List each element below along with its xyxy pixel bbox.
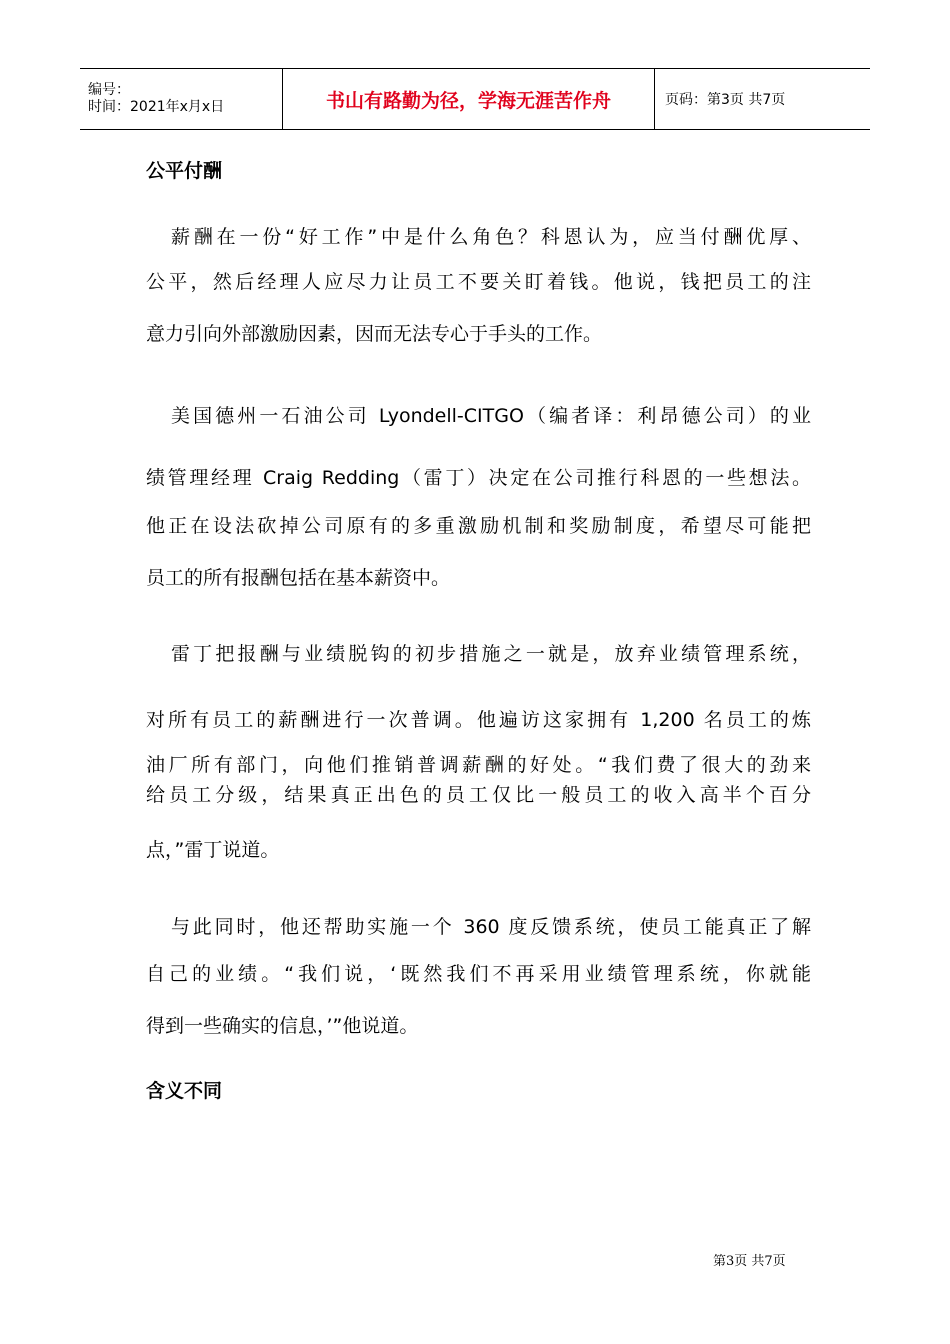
- paragraph-line: 薪酬在一份“好工作”中是什么角色？科恩认为，应当付酬优厚、: [171, 226, 811, 248]
- paragraph-line: 油厂所有部门，向他们推销普调薪酬的好处。“我们费了很大的劲来: [146, 754, 811, 776]
- section-heading-fair-pay: 公平付酬: [146, 160, 223, 182]
- paragraph-line: 自己的业绩。“我们说，‘既然我们不再采用业绩管理系统，你就能: [146, 963, 811, 985]
- paragraph-line: 意力引向外部激励因素，因而无法专心于手头的工作。: [146, 323, 603, 345]
- paragraph-line: 得到一些确实的信息，’”他说道。: [146, 1015, 419, 1037]
- time-label: 时间：2021年x月x日: [88, 99, 225, 115]
- header-motto: 书山有路勤为径，学海无涯苦作舟: [282, 69, 655, 129]
- paragraph-line: 给员工分级，结果真正出色的员工仅比一般员工的收入高半个百分: [146, 784, 811, 806]
- paragraph-line: 美国德州一石油公司 Lyondell-CITGO（编者译：利昂德公司）的业: [171, 405, 811, 427]
- paragraph-line: 雷丁把报酬与业绩脱钩的初步措施之一就是，放弃业绩管理系统，: [171, 643, 811, 665]
- paragraph-line: 对所有员工的薪酬进行一次普调。他遍访这家拥有 1,200 名员工的炼: [146, 709, 811, 731]
- paragraph-line: 点，”雷丁说道。: [146, 839, 280, 861]
- number-label: 编号：: [88, 82, 130, 98]
- section-heading-different-meaning: 含义不同: [146, 1080, 223, 1102]
- paragraph-line: 员工的所有报酬包括在基本薪资中。: [146, 567, 451, 589]
- paragraph-line: 公平，然后经理人应尽力让员工不要关盯着钱。他说，钱把员工的注: [146, 271, 811, 293]
- paragraph-line: 他正在设法砍掉公司原有的多重激励机制和奖励制度，希望尽可能把: [146, 515, 811, 537]
- document-header: [80, 68, 870, 130]
- paragraph-line: 绩管理经理 Craig Redding（雷丁）决定在公司推行科恩的一些想法。: [146, 467, 811, 489]
- header-meta: [80, 69, 282, 129]
- footer-page-info: 第3页 共7页: [713, 1254, 786, 1269]
- header-page-info: 页码：第3页 共7页: [665, 92, 786, 108]
- paragraph-line: 与此同时，他还帮助实施一个 360 度反馈系统，使员工能真正了解: [171, 916, 811, 938]
